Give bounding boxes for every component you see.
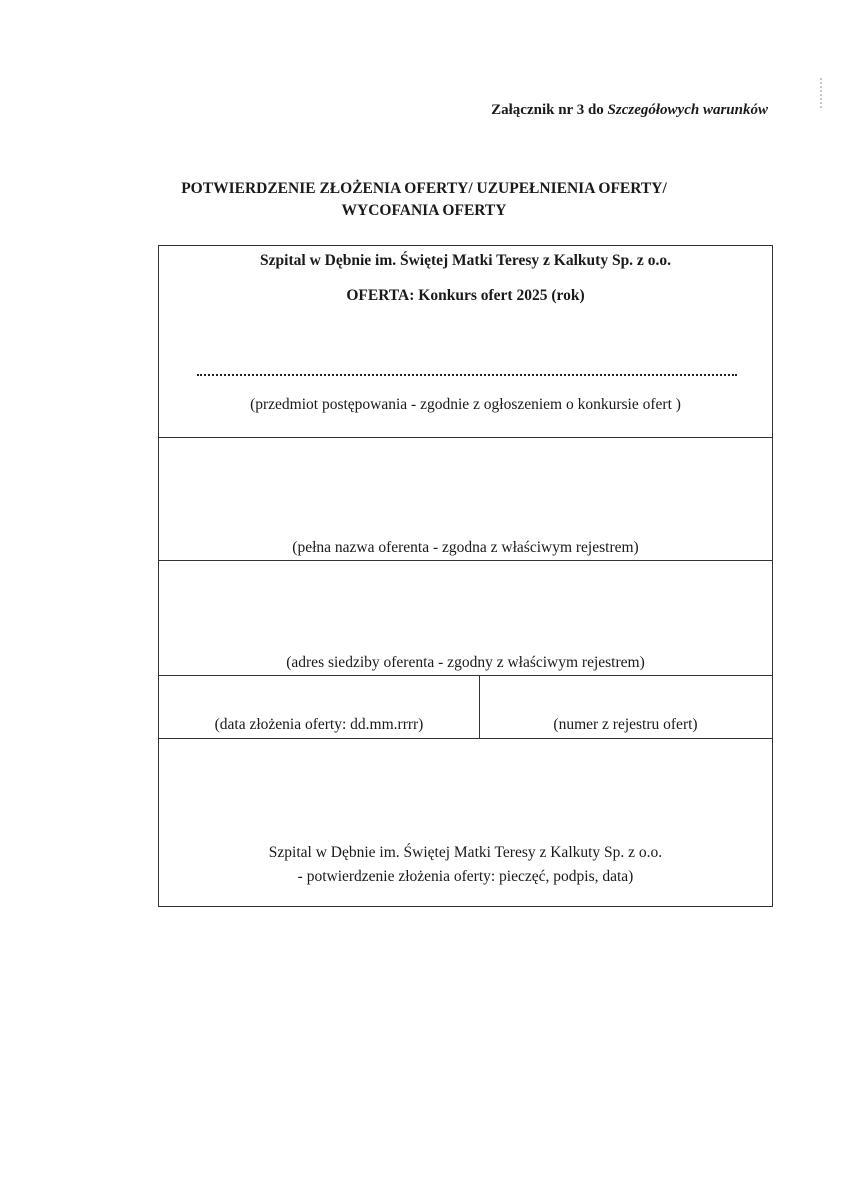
hospital-name: Szpital w Dębnie im. Świętej Matki Teresy z Kalkuty Sp. z o.o. — [260, 252, 671, 269]
annex-label — [491, 102, 768, 119]
subject-caption: (przedmiot postępowania - zgodnie z ogłoszeniem o konkursie ofert ) — [250, 396, 681, 413]
divider-3 — [159, 675, 772, 676]
title-line-1: POTWIERDZENIE ZŁOŻENIA OFERTY/ UZUPEŁNIENIA OFERTY/ — [181, 180, 667, 197]
confirmation-line-2: - potwierdzenie złożenia oferty: pieczęć, podpis, data) — [297, 868, 634, 885]
offer-title: OFERTA: Konkurs ofert 2025 (rok) — [346, 287, 585, 304]
submission-date-caption: (data złożenia oferty: dd.mm.rrrr) — [214, 716, 424, 733]
divider-1 — [159, 437, 772, 438]
divider-2 — [159, 560, 772, 561]
annex-italic: Szczegółowych warunków — [607, 102, 768, 118]
register-number-caption: (numer z rejestru ofert) — [553, 716, 698, 733]
annex-prefix: Załącznik nr 3 do — [491, 102, 604, 118]
confirmation-line-1: Szpital w Dębnie im. Świętej Matki Teresy z Kalkuty Sp. z o.o. — [268, 844, 663, 861]
title-line-2: WYCOFANIA OFERTY — [341, 202, 507, 219]
scan-mark — [820, 78, 834, 108]
bidder-address-caption: (adres siedziby oferenta - zgodny z właściwym rejestrem) — [286, 654, 645, 671]
divider-4 — [159, 738, 772, 739]
confirmation-form — [158, 245, 773, 907]
bidder-name-caption: (pełna nazwa oferenta - zgodna z właściwym rejestrem) — [292, 539, 639, 556]
document-title — [0, 178, 848, 222]
subject-dotted-line — [197, 374, 737, 376]
